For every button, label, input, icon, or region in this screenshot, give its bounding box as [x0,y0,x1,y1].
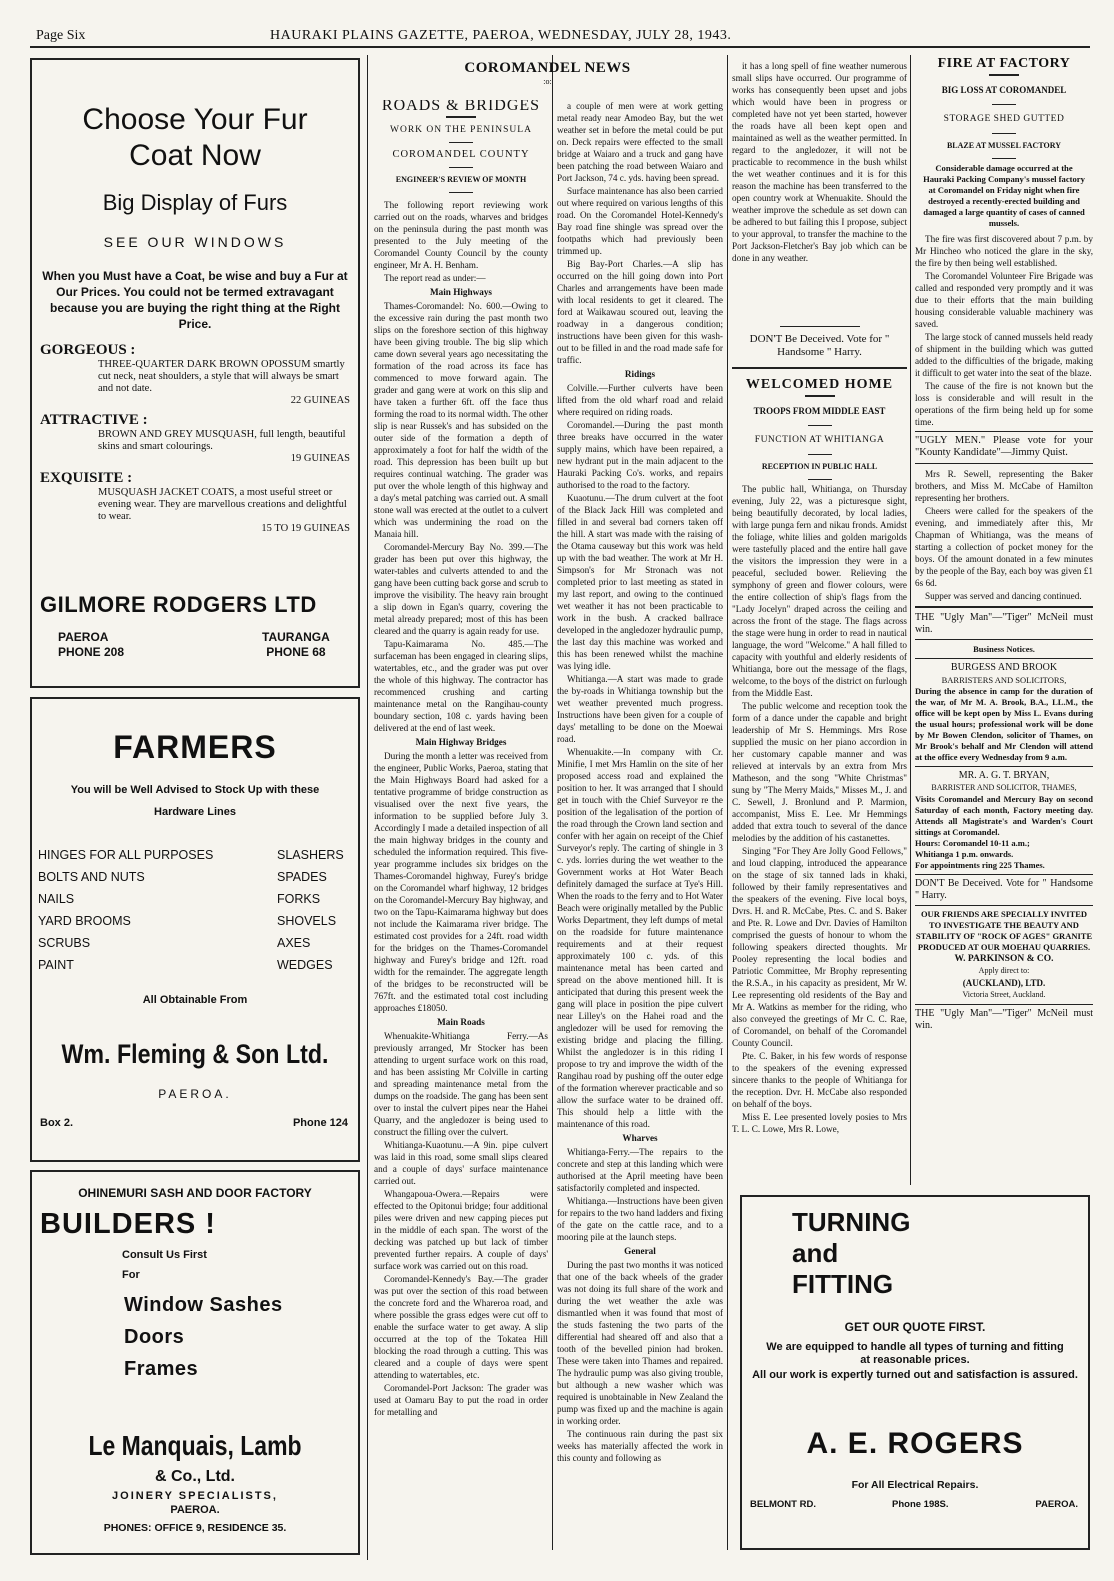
fur-tauranga-contact [262,630,330,660]
article-paragraph: Colville.—Further culverts have been lifted from the old wharf road and relaid where required on riding roads. [557,383,723,417]
bryan-body: Visits Coromandel and Mercury Bay on second Saturday of each month, Factory meeting day. Attends all Magistrate's and Warden's Court sittings at Coromandel. [915,794,1093,837]
article-paragraph: Whitianga-Ferry.—The repairs to the concrete and step at this landing which were authorised at the April meeting have been satisfactorily completed and inspected. [557,1147,723,1193]
farmers-phone: Phone 124 [292,1117,348,1129]
news-col1-body [374,199,548,1418]
builders-town: PAEROA. [170,1504,220,1516]
paper-title: HAURAKI PLAINS GAZETTE, PAEROA, WEDNESDAY, JULY 28, 1943. [270,28,732,43]
builders-item: Window Sashes [124,1294,283,1316]
builders-joinery: JOINERY SPECIALISTS, [112,1490,278,1502]
article-paragraph: The public hall, Whitianga, on Thursday evening, July 22, was a picturesque sight, being beautifully decorated, by local ladies, with large punga fern and nikau fronds. Amidst the foliage, white lilies and golden marigolds were tastefully placed and the entire hall gave the visitors the impression they were in a peaceful, secluded bower. Relieving the symphony of green and flower colours, were the entire collection of ship's flags from the "Lady Jocelyn" draped across the ceiling and across the front of the stage. The flags across the stage were hung in order to read in nautical language, the word "Welcome." A hall filled to capacity with youthful and elderly residents of Whitianga, bore out the message of the flags, welcome, to the boys of the district on furlough from the Middle East. [732,484,907,698]
subhead-separator [449,167,473,168]
fire-headline: FIRE AT FACTORY [937,58,1071,71]
parkinson-apply: Apply direct to: [978,966,1030,975]
fur-paeroa-contact [58,630,124,660]
ugly-man-notice-1: THE "Ugly Man"—"Tiger" McNeil must win. [915,612,1093,635]
section-subheading: Ridings [624,369,656,379]
article-paragraph: The fire was first discovered about 7 p.m. by Mr Hincheo who noticed the glare in the sky, the fire by then being well established. [915,234,1093,268]
ugly-men-notice: "UGLY MEN." Please vote for your "Kounty Kandidate"—Jimmy Quist. [915,435,1093,458]
builders-item-list [124,1289,358,1385]
turning-fitting-advertisement [740,1195,1090,1550]
article-paragraph: Surface maintenance has also been carried out where required on various lengths of this road. On the Coromandel Hotel-Kennedy's Bay road fine shingle was spread over the footpaths which had previously been trimmed up. [557,186,723,256]
hardware-item: PAINT [38,958,74,972]
bryan-hours-2: Whitianga 1 p.m. onwards. [915,849,1014,859]
fur-item-price: 22 GUINEAS [290,395,350,406]
section-ornament: :o: [543,77,552,86]
news-col3-body [732,60,907,322]
fire-body [915,233,1093,428]
fur-right-town: TAURANGA [262,630,330,644]
fur-item-price: 15 TO 19 GUINEAS [261,523,350,534]
fur-left-town: PAEROA [58,630,109,644]
divider [780,326,860,327]
hardware-item: SCRUBS [38,936,91,950]
fur-left-phone: PHONE 208 [58,645,125,659]
divider [915,463,1093,464]
turning-title-line1: TURNING [792,1207,911,1237]
bryan-title: MR. A. G. T. BRYAN, [958,770,1050,781]
parkinson-address: Victoria Street, Auckland. [962,990,1046,999]
article-paragraph: Cheers were called for the speakers of the evening, and immediately after this, Mr Chapman of Whitianga, was the means of starting a collection of pocket money for the boys. Of the amount donated in a few minutes by the people of the Bay, each boy was given £1 6s 6d. [915,506,1093,588]
hardware-item: AXES [277,936,311,950]
hardware-item: NAILS [38,892,75,906]
farmers-intro: You will be Well Advised to Stock Up with these [70,784,320,796]
fire-subhead-2: STORAGE SHED GUTTED [943,114,1065,124]
welcome-continued [915,468,1093,602]
subhead-separator [808,479,832,480]
page-number: Page Six [36,28,86,43]
fur-subtitle: Big Display of Furs [102,190,288,215]
divider [915,1004,1093,1005]
section-subheading: Main Highways [429,287,493,297]
builders-phones: PHONES: OFFICE 9, RESIDENCE 35. [103,1522,287,1534]
turning-body-2: All our work is expertly turned out and satisfaction is assured. [752,1369,1078,1381]
farmers-left-list [38,844,268,976]
article-paragraph: The Coromandel Volunteer Fire Brigade was called and responded very promptly and it was due to their efforts that the main building housing considerable valuable machinery was saved. [915,271,1093,329]
hardware-item: WEDGES [277,958,333,972]
masthead [30,26,1090,46]
turning-address: BELMONT RD. [750,1499,816,1510]
headline-separator [446,116,476,118]
turning-title [792,1207,910,1300]
hardware-item: SHOVELS [277,914,337,928]
turning-town: PAEROA. [1035,1499,1078,1510]
handsome-notice-2: DON'T Be Deceived. Vote for " Handsome " Harry. [915,878,1093,901]
article-paragraph: Whitianga-Kuaotunu.—A 9in. pipe culvert was laid in this road, some small slips cleared and a couple of days' surface maintenance carried out. [374,1140,548,1186]
article-paragraph: a couple of men were at work getting metal ready near Amodeo Bay, but the wet weather set in before the metal could be put on. Deck repairs were effected to the small bridge at Waiaro and a truck and gang have been patching the road between Waiaro and Port Jackson, 74 c. yds. having been spread. [557,101,723,183]
farmers-intro-2: Hardware Lines [154,806,236,818]
ugly-man-notice-2: THE "Ugly Man"—"Tiger" McNeil must win. [915,1008,1093,1031]
article-paragraph: Coromandel-Kennedy's Bay.—The grader was put over the section of this road between the concrete ford and the Whareroa road, and where possible the grass edges were cut off to enable the surface water to get away. A slip occurred at the top of the Tokatea Hill blocking the road through a cutting. This was cleared and a couple of days were spent attending to watertables, etc. [374,1274,548,1380]
fur-title-line2: Coat Now [129,139,261,172]
turning-title-line2: and [792,1238,839,1268]
turning-quote: GET OUR QUOTE FIRST. [844,1320,986,1334]
builders-title: BUILDERS ! [40,1208,216,1240]
column-rule [552,55,553,1550]
burgess-body: During the absence in camp for the duration of the war, of Mr M. A. Brook, B.A., LL.M., the office will be kept open by Miss L. Evans during the usual hours; professional work will be done by Mr Bowen Clendon, solicitor of Thames, on Mr Brook's behalf and Mr Clendon will attend at the office every Wednesday from 9 a.m. [915,686,1093,762]
fur-item-price: 19 GUINEAS [290,453,350,464]
fur-title-line1: Choose Your Fur [82,103,308,136]
welcome-subhead-2: FUNCTION AT WHITIANGA [754,435,885,445]
divider [915,658,1093,659]
fire-subhead-1: BIG LOSS AT COROMANDEL [941,85,1067,95]
coromandel-news-header [370,60,725,86]
bryan-subtitle: BARRISTER AND SOLICITOR, THAMES, [931,783,1077,792]
fur-right-phone: PHONE 68 [266,645,326,659]
business-notices-title: Business Notices. [973,644,1035,654]
fur-firm-name: GILMORE RODGERS LTD [40,592,317,617]
fur-item-label: GORGEOUS : [40,342,136,358]
builders-firm-co: & Co., Ltd. [155,1468,235,1485]
column-rule [727,55,728,1550]
subhead-separator [992,133,1016,134]
article-paragraph: it has a long spell of fine weather numerous small slips have occurred. Our programme of works has consequently been upset and jobs which would have been in progress or completed have not yet been started, however the roads have all been kept open and maintained as well as the weather permitted. In regard to the angledozer, it will not be practicable to recommence in the bush whilst the wet weather continues and it is for this reason the machine has been transferred to the open country work at Whenuakite. Should the weather improve the schedule as set down can be adhered to but failing this I propose, subject to your approval, to transfer the machine to the Port Jackson-Fletcher's Bay job which can be done in any weather. [732,61,907,263]
builders-top: OHINEMURI SASH AND DOOR FACTORY [78,1186,312,1200]
subhead-separator [808,425,832,426]
article-paragraph: Whenuakite-Whitianga Ferry.—As previously arranged, Mr Stocker has been attending to urgent surface work on this road, and has been assisting Mr Colville in carting and spreading maintenance metal from the dumps on the roadside. The gang has been sent over to instal the culvert pipes near the Hahei Quarry, and the angledozer is being used to construct the filling over the culvert. [374,1031,548,1137]
fur-item [40,412,350,464]
article-paragraph: Miss E. Lee presented lovely posies to Mrs T. L. C. Lowe, Mrs R. Lowe, [732,1112,907,1134]
article-paragraph: Whenuakite.—In company with Cr. Minifie, I met Mrs Hamlin on the site of her proposed access road and explained the position to her. It was arranged that I should get in touch with the Chief Surveyor re the position of the legalisation of the portion of the road through the Crown land section and confer with her again on receipt of the Chief Surveyor's reply. The carting of shingle in 3 c. yds. lorries during the wet weather to the Government works at Hot Water Beach definitely damaged the surface at Tye's Hill. When the roads to the ferry and to Hot Water Beach were originally metalled by the Public Works Department, they left dumps of metal on the roadside for future maintenance requirements and at their request approximately 100 c. yds. of this maintenance metal has been carted and spread on the above mentioned hill. It is anticipated that during this present week the gang will place in position the pipe culvert near Lilley's on the Hahei road and the angledozer will be used for removing the existing bridge and placing the filling. Whilst the angledozer is in this riding I propose to try and improve the width of the Rangihau road by pushing off the outer edge of the formation wherever practicable and so allow the surface water to be drained off. This should help a little with the maintenance of this road. [557,747,723,1129]
parkinson-name: W. PARKINSON & CO. [954,954,1054,964]
divider [915,431,1093,432]
fur-item-desc: MUSQUASH JACKET COATS, a most useful street or evening wear. They are marvellous creations and delightful to wear. [98,487,347,522]
fur-intro: When you Must have a Coat, be wise and buy a Fur at Our Prices. You could not be termed extravagant because you are buying the right thing at the Right Price. [42,269,348,331]
subhead-separator [449,142,473,143]
divider [915,606,1093,608]
section-subheading: Main Highway Bridges [415,737,507,747]
hardware-item: SPADES [277,870,327,884]
farmers-right-list [277,844,357,976]
builders-advertisement [30,1170,360,1555]
article-paragraph: Singing "For They Are Jolly Good Fellows," and loud clapping, introduced the appearance on the stage of six tanned lads in khaki, followed by their family representatives and the speakers of the evening. Five local boys, Dvrs. H. and R. McCabe, Ptes. C. and S. Baker and Pte. R. Lowe and Dvr. Davies of Hamilton comprised the guests of honour to whom the following speakers directed thoughts. Mr Pooley representing the local bodies and Patriotic Committee, Mr Brophy representing the R.S.A., in his capacity as president, Mr W. Lee representing old residents of the Bay and Mr A. Watkins as member for the riding, who also conveyed the greetings of Mr C. C. Rae, of Coromandel, on behalf of the Coromandel County Council. [732,846,907,1048]
handsome-notice: DON'T Be Deceived. Vote for " Handsome " Harry. [749,333,890,358]
section-subheading: General [624,1246,656,1256]
masthead-rule [30,46,1090,48]
burgess-subtitle: BARRISTERS AND SOLICITORS, [941,675,1067,685]
article-paragraph: The continuous rain during the past six weeks has materially affected the work in this county and following as [557,1429,723,1463]
divider [915,766,1093,767]
parkinson-company: (AUCKLAND), LTD. [962,978,1046,988]
article-paragraph: During the month a letter was received from the engineer, Public Works, Paeroa, stating that the Main Highways Board had asked for a tentative programme of bridge construction as visualised over the next five years, the information to be supplied before July 3. Accordingly I made a detailed inspection of all the main highway bridges in the county and scheduled the information required. This five-year programme includes six bridges on the Thames-Coromandel highway, Furey's bridge on the Coromandel wharf highway, 12 bridges on the Coromandel-Mercury Bay highway, and two on the Tapu-Kaimarama highway but does not include the Kaimarama river bridge. The estimated cost provides for a 24ft. road width for the bridges on the Thames-Coromandel highway and Furey's bridge and 12ft. road width for the remainder. The aggregate length of the bridges to be reconstructed will be 767ft. and the estimated total cost including approaches £18050. [374,751,548,1013]
farmers-hardware-advertisement [30,697,360,1162]
subhead-separator [992,158,1016,159]
builders-item: Doors [124,1326,185,1348]
turning-phone: Phone 198S. [892,1499,949,1510]
farmers-box: Box 2. [40,1117,74,1129]
article-paragraph: Whitianga.—A start was made to grade the by-roads in Whitianga township but the wet weather prevented much progress. Instructions have been given for a couple of days' metalling to be done on the Moewai road. [557,674,723,744]
welcome-headline: WELCOMED HOME [745,377,894,392]
builders-item: Frames [124,1358,199,1380]
article-paragraph: The cause of the fire is not known but the loss is considerable and will result in the operations of the firm being held up for some time. [915,381,1093,427]
news-col2-body [557,100,723,1464]
news-column-1 [374,100,548,1560]
farmers-firm-name: Wm. Fleming & Son Ltd. [61,1039,329,1069]
fur-item-label: EXQUISITE : [40,470,133,486]
fur-item [40,470,350,534]
turning-tagline: For All Electrical Repairs. [851,1479,979,1491]
article-paragraph: Coromandel-Port Jackson: The grader was used at Oamaru Bay to put the road in order for metalling and [374,1383,548,1417]
subhead-separator [449,192,473,193]
article-paragraph: Mrs R. Sewell, representing the Baker brothers, and Miss M. McCabe of Hamilton representing her brothers. [915,469,1093,503]
article-paragraph: The public welcome and reception took the form of a dance under the capable and bright leadership of Mr S. Hemmings. Mrs Rose supplied the music on her piano accordion in her customary capable manner and was relieved at intervals by an extra from Mrs Matheson, and the song "White Christmas" sung by "The Merry Maids," Misses M., J. and C. Sewell, J. Bronlund and P. Marmion, accompanist, Miss E. Lee. Mr Hemmings added that extra touch to several of the dance melodies by the addition of his castanettes. [732,701,907,843]
subhead-separator [992,104,1016,105]
section-subheading: Main Roads [437,1017,485,1027]
article-paragraph: The large stock of canned mussels held ready of shipment in the building which was gutted added to the difficulties of the brigade, making it difficult to get water into the seat of the blaze. [915,332,1093,378]
hardware-item: FORKS [277,892,321,906]
fire-lead: Considerable damage occurred at the Hauraki Packing Company's mussel factory at Coromandel on Friday night when fire destroyed a recently-erected building and damaged a large quantity of cases of canned mussels. [923,163,1085,228]
divider [915,905,1093,906]
fur-item-desc: BROWN AND GREY MUSQUASH, full length, beautiful skins and smart colourings. [98,429,346,452]
article-paragraph: Big Bay-Port Charles.—A slip has occurred on the hill going down into Port Charles and arrangements have been made with local residents to get it cleared. The ford at Waikawau scoured out, leaving the roadway in a dangerous condition; instructions have been given for this wash-out to be filled in and the road made safe for traffic. [557,259,723,365]
hardware-item: YARD BROOMS [38,914,131,928]
article-paragraph: The report read as under:— [384,273,486,283]
farmers-town: PAEROA. [158,1087,232,1101]
fur-title [32,102,358,174]
turning-title-line3: FITTING [792,1269,894,1299]
article-subhead-3: ENGINEER'S REVIEW OF MONTH [395,175,527,184]
burgess-title: BURGESS AND BROOK [950,662,1058,673]
fur-item [40,342,350,406]
fur-item-list [40,342,350,534]
turning-firm-name: A. E. ROGERS [806,1427,1024,1460]
section-title: COROMANDEL NEWS [464,60,631,76]
bryan-appointments: For appointments ring 225 Thames. [915,860,1045,870]
fire-subhead-3: BLAZE AT MUSSEL FACTORY [946,141,1062,150]
article-paragraph: Whangapoua-Owera.—Repairs were effected to the Opitonui bridge; four additional piles were driven and new capping pieces put in the middle of each span. The worst of the decking was patched up but lack of timber prevented further repairs. A couple of days' surface work was carried out on this road. [374,1189,548,1271]
section-subheading: Wharves [622,1133,658,1143]
farmers-obtainable: All Obtainable From [142,994,248,1006]
fur-item-label: ATTRACTIVE : [40,412,148,428]
news-column-2 [557,100,723,1560]
hardware-item: BOLTS AND NUTS [38,870,145,884]
builders-for: For [122,1269,140,1281]
fur-item-desc: THREE-QUARTER DARK BROWN OPOSSUM smartly cut neck, neat shoulders, a style that will always be smart and not date. [98,359,345,394]
granite-notice: OUR FRIENDS ARE SPECIALLY INVITED TO INVESTIGATE THE BEAUTY AND STABILITY OF "ROCK OF AGES" GRANITE PRODUCED AT OUR MOEHAU QUARRIES. [915,909,1093,952]
article-paragraph: Whitianga.—Instructions have been given for repairs to the two hand ladders and fixing of the gate on the cattle race, and to a mooring pile at the launch steps. [557,1196,723,1242]
article-paragraph: Supper was served and dancing continued. [925,591,1082,601]
article-headline: ROADS & BRIDGES [381,100,541,114]
article-paragraph: Coromandel.—During the past month three breaks have occurred in the water supply mains, which have been repaired, a new hydrant put in the main adjacent to the Hauraki Packing Co's. works, and repairs authorised to the road to the factory. [557,420,723,490]
article-paragraph: Thames-Coromandel: No. 600.—Owing to the excessive rain during the past month two slips on the foreshore section of this highway have been giving trouble. The big slip which came down several years ago necessitating the formation of the road across its face has commenced to move forward again. The grader and gang were at work on this slip and have taken a further 6ft. off the face thus forming the road to its normal width. The other slip is near Russek's and has subsided on the outer side of the formation a depth of approximately a foot for half the width of the road. This depression has been built up but requires continual watching. The grader was put over the whole length of this highway and a day's metal patching was carried out. A small stone wall was erected at the outlet to a culvert which was undermining the road on the Manaia hill. [374,301,548,539]
turning-body-1: We are equipped to handle all types of turning and fitting at reasonable prices. [766,1341,1064,1366]
hardware-item: SLASHERS [277,848,344,862]
builders-consult: Consult Us First [122,1249,207,1261]
column-rule [367,55,368,1560]
headline-separator [989,74,1019,76]
divider [732,367,907,369]
fur-coat-advertisement [30,58,360,688]
hardware-item: HINGES FOR ALL PURPOSES [38,848,214,862]
news-column-4 [915,58,1093,1188]
welcome-body [732,483,907,1135]
article-paragraph: Coromandel-Mercury Bay No. 399.—The grader has been put over this highway, the water-tables and culverts attended to and the gang have been cutting back gorse and scrub to improve the visibility. The heavy rain brought a slip down in Egan's quarry, covering the metal already prepared; most of this has been cleared and the quarry is again ready for use. [374,542,548,636]
article-paragraph: The following report reviewing work carried out on the roads, wharves and bridges on the peninsula during the past month was presented to the July meeting of the Coromandel County Council by the county engineer, Mr A. H. Benham. [374,200,548,270]
article-subhead-2: COROMANDEL COUNTY [392,149,530,160]
article-paragraph: During the past two months it was noticed that one of the back wheels of the grader was not doing its full share of the work and during the wet weather the axle was dismantled when it was found that most of the studs fastening the two parts of the differential had sheared off and also that a tooth of the bevelled pinion had broken. These were taken into Thames and repaired. The hydraulic pump was also giving trouble, but although a new washer which was required is unobtainable in New Zealand the pump was fixed up and the machine is again in working order. [557,1260,723,1426]
divider [915,874,1093,875]
article-paragraph: Pte. C. Baker, in his few words of response to the speakers of the evening expressed sincere thanks to the people of Whitianga for the reception. Dvr. H. McCabe also responded on behalf of the boys. [732,1051,907,1109]
article-subhead-1: WORK ON THE PENINSULA [390,125,532,135]
headline-separator [805,395,835,397]
fur-see-windows: SEE OUR WINDOWS [103,234,287,250]
article-paragraph: Tapu-Kaimarama No. 485.—The surfaceman has been engaged in clearing slips, watertables, etc., and the grader was put over the whole of this highway. The contractor has recommenced crushing and carting maintenance metal on the Rangihau-county boundary section, 108 c. yards having been delivered at the end of last week. [374,639,548,733]
farmers-title: FARMERS [113,729,277,765]
article-paragraph: Kuaotunu.—The drum culvert at the foot of the Black Jack Hill was completed and filled in and several bad corners taken off the hill. A start was made with the raising of the Otama causeway but this work was held up with the bad weather. The work at Mr H. Simpson's for Mr Stronach was not completed prior to last meeting as stated in my last report, and owing to the continued wet weather it has not been practicable to work in the bush. A cracked ballrace developed in the angledozer hydraulic pump, the last day this machine was worked and this has been renewed whilst the machine was lying idle. [557,493,723,671]
builders-firm-name: Le Manquais, Lamb [88,1430,302,1461]
subhead-separator [808,454,832,455]
welcome-subhead-3: RECEPTION IN PUBLIC HALL [761,462,878,471]
welcome-subhead-1: TROOPS FROM MIDDLE EAST [753,406,886,416]
divider [915,639,1093,640]
bryan-hours-1: Hours: Coromandel 10-11 a.m.; [915,838,1030,848]
column-rule [910,55,911,1185]
